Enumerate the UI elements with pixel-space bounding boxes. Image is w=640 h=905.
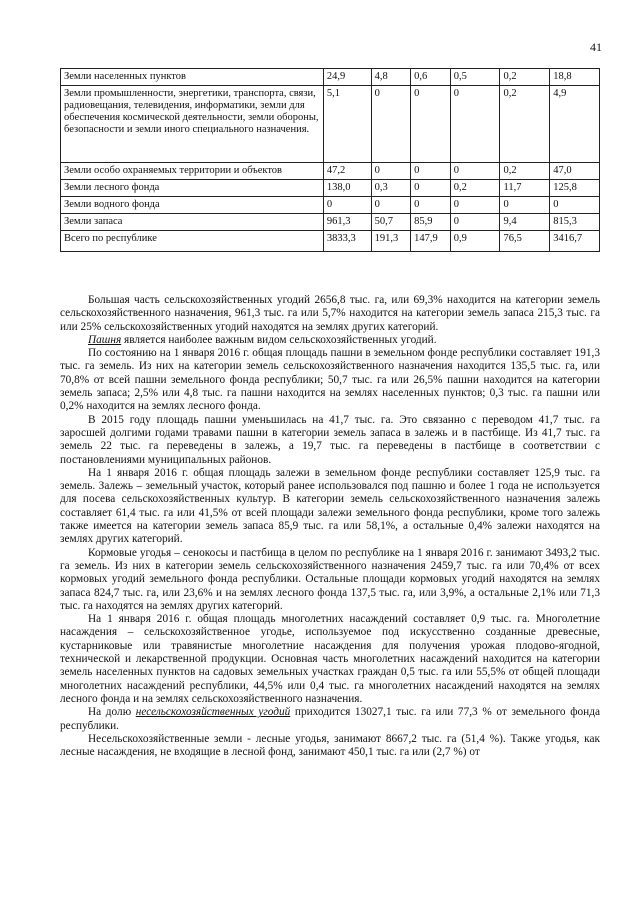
table-cell-value: 0,9 — [450, 231, 500, 252]
table-row — [61, 180, 600, 197]
table-cell-value: 0,2 — [500, 69, 550, 86]
table-cell-category: Земли лесного фонда — [61, 180, 324, 197]
table-cell-value: 47,2 — [323, 163, 371, 180]
paragraph: Несельскохозяйственные земли - лесные угодья, занимают 8667,2 тыс. га (51,4 %). Также угодья, как лесные насаждения, не входящие в лесной фонд, занимают 450,1 тыс. га или (2,7 %) от — [60, 732, 600, 759]
table-cell-value: 9,4 — [500, 214, 550, 231]
page-number: 41 — [590, 40, 602, 54]
paragraph-text: является наиболее важным видом сельскохозяйственных угодий. — [121, 333, 437, 346]
paragraph: В 2015 году площадь пашни уменьшилась на 41,7 тыс. га. Это связанно с переводом 41,7 тыс. га заросшей долгими годами травами пашни в категории земель запаса в залежь и в пастбище. Из 41,7 тыс. га земель 22 тыс. га переведены в залежь, а 19,7 тыс. га переведены в пастбище в соответствии с постановлениями муниципальных районов. — [60, 413, 600, 466]
table-cell-value: 0,2 — [500, 163, 550, 180]
table-cell-value: 85,9 — [411, 214, 451, 231]
table-cell-value: 815,3 — [550, 214, 600, 231]
table-cell-value: 0,2 — [450, 180, 500, 197]
table-cell-value: 0 — [450, 163, 500, 180]
table-cell-value: 125,8 — [550, 180, 600, 197]
table-cell-value: 11,7 — [500, 180, 550, 197]
table-cell-category: Земли населенных пунктов — [61, 69, 324, 86]
paragraph — [60, 706, 600, 733]
paragraph: На 1 января 2016 г. общая площадь залежи в земельном фонде республики составляет 125,9 тыс. га земель. Залежь – земельный участок, который ранее использовался под пашню и более 1 года не используется для посева сельскохозяйственных культур. В категории земель сельскохозяйственного назначения залежь составляет 61,4 тыс. га или 41,5% от всей площади залежи земельного фонда республики, кроме того залежь также имеется на категории земель запаса 85,9 тыс. га или 58,1%, а остальные 0,4% залежи находятся на землях других категорий. — [60, 466, 600, 546]
table-row — [61, 69, 600, 86]
table-cell-value: 0,2 — [500, 86, 550, 163]
table-cell-value: 0,5 — [450, 69, 500, 86]
table-cell-value: 191,3 — [371, 231, 411, 252]
table-cell-value: 18,8 — [550, 69, 600, 86]
table-cell-value: 24,9 — [323, 69, 371, 86]
term-non-agricultural-land: несельскохозяйственных угодий — [135, 706, 291, 719]
table-cell-value: 0 — [371, 197, 411, 214]
table-cell-value: 0 — [550, 197, 600, 214]
body-text — [60, 294, 600, 759]
paragraph-text: На долю — [88, 706, 136, 719]
table-cell-value: 0 — [411, 180, 451, 197]
table-row — [61, 86, 600, 163]
term-arable-land: Пашня — [88, 333, 122, 346]
table-cell-value: 5,1 — [323, 86, 371, 163]
table-cell-value: 147,9 — [411, 231, 451, 252]
table-cell-category: Земли промышленности, энергетики, транспорта, связи, радиовещания, телевидения, информатики, земли для обеспечения космической деятельности, земли обороны, безопасности и земли иного специального назначения. — [61, 86, 324, 163]
table-row — [61, 163, 600, 180]
table-cell-category: Земли запаса — [61, 214, 324, 231]
table-cell-category: Всего по республике — [61, 231, 324, 252]
table-cell-value: 0 — [323, 197, 371, 214]
table-cell-value: 47,0 — [550, 163, 600, 180]
table-cell-value: 3416,7 — [550, 231, 600, 252]
table-cell-value: 138,0 — [323, 180, 371, 197]
table-cell-category: Земли особо охраняемых территории и объектов — [61, 163, 324, 180]
table-cell-value: 0 — [371, 163, 411, 180]
table-cell-value: 0 — [371, 86, 411, 163]
paragraph: На 1 января 2016 г. общая площадь многолетних насаждений составляет 0,9 тыс. га. Многолетние насаждения – сельскохозяйственное угодье, используемое под искусственно созданные древесные, кустарниковые или травянистые многолетние насаждения для получения урожая плодово-ягодной, технической и лекарственной продукции. Основная часть многолетних насаждений находится на категории земель населенных пунктов на садовых земельных участках граждан 0,5 тыс. га или 55,5% от общей площади многолетних насаждений республики, 44,5% или 0,4 тыс. га многолетних насаждений находятся на землях лесного фонда и на землях сельскохозяйственного назначения. — [60, 613, 600, 705]
table-cell-value: 0 — [411, 86, 451, 163]
table-cell-value: 0 — [450, 214, 500, 231]
table-row — [61, 214, 600, 231]
table-cell-value: 4,9 — [550, 86, 600, 163]
table-row — [61, 197, 600, 214]
paragraph-text: приходится 13027,1 тыс. га или 77,3 % от земельного фонда республики. — [60, 706, 600, 732]
paragraph — [60, 334, 600, 347]
table-cell-value: 0 — [411, 197, 451, 214]
table-cell-value: 76,5 — [500, 231, 550, 252]
land-fund-table — [60, 68, 600, 252]
table-cell-category: Земли водного фонда — [61, 197, 324, 214]
paragraph: Кормовые угодья – сенокосы и пастбища в целом по республике на 1 января 2016 г. занимают 3493,2 тыс. га земель. Из них в категории земель сельскохозяйственного назначения 2459,7 тыс. га или 70,4% от всех кормовых угодий земельного фонда республики. Остальные площади кормовых угодий находятся на землях запаса 824,7 тыс. га, или 23,6% и на землях лесного фонда 137,5 тыс. га, или 3,9%, а остальные 2,1% или 71,3 тыс. га находятся на землях других категорий. — [60, 546, 600, 612]
table-cell-value: 50,7 — [371, 214, 411, 231]
paragraph: Большая часть сельскохозяйственных угодий 2656,8 тыс. га, или 69,3% находится на категории земель сельскохозяйственного назначения, 961,3 тыс. га или 5,7% находится на категории земель запаса 215,3 тыс. га или 25% сельскохозяйственных угодий находятся на землях других категорий. — [60, 294, 600, 333]
paragraph: По состоянию на 1 января 2016 г. общая площадь пашни в земельном фонде республики составляет 191,3 тыс. га земель. Из них на категории земель сельскохозяйственного назначения находится 135,5 тыс. га, или 70,8% от всей пашни земельного фонда республики; 50,7 тыс. га или 26,5% пашни находится на категории земель запаса; 2,5% или 4,8 тыс. га пашни находится на землях населенных пунктов; 0,3 тыс. га пашни или 0,2% находится на землях лесного фонда. — [60, 347, 600, 413]
table-cell-value: 0 — [450, 86, 500, 163]
table-cell-value: 3833,3 — [323, 231, 371, 252]
table-cell-value: 0 — [500, 197, 550, 214]
table-cell-value: 0 — [411, 163, 451, 180]
table-cell-value: 0,6 — [411, 69, 451, 86]
table-cell-value: 961,3 — [323, 214, 371, 231]
table-row-total — [61, 231, 600, 252]
table-cell-value: 0,3 — [371, 180, 411, 197]
table-cell-value: 0 — [450, 197, 500, 214]
table-cell-value: 4,8 — [371, 69, 411, 86]
